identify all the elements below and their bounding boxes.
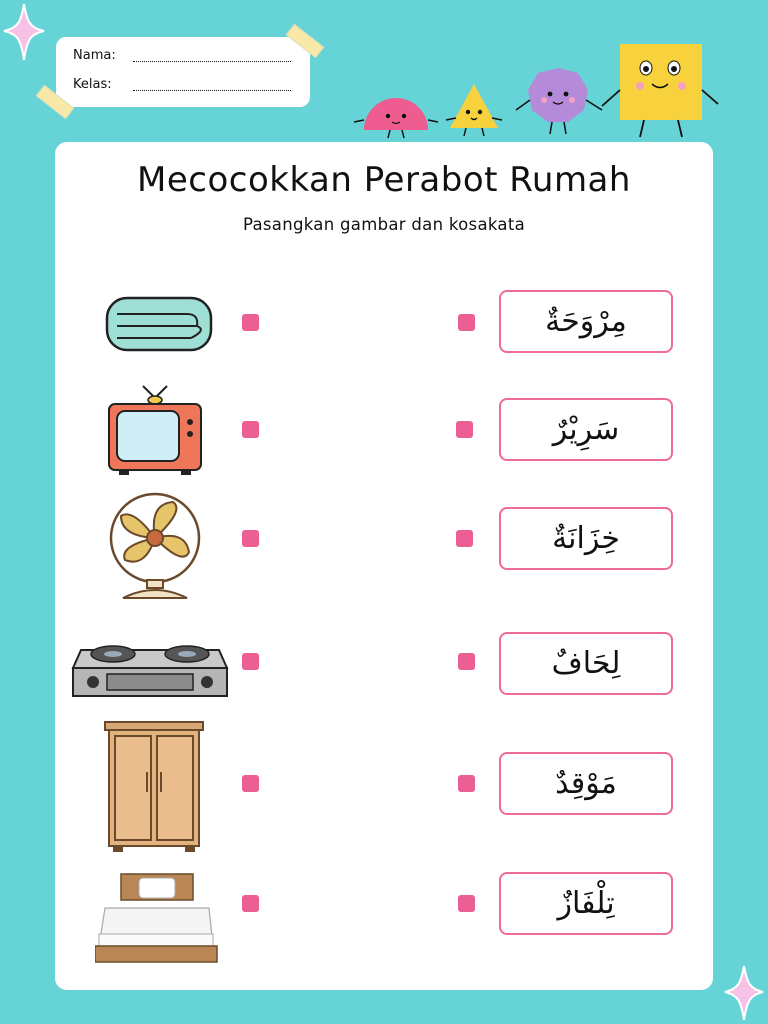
vocabulary-word-box: مَوْقِدٌ bbox=[499, 752, 673, 815]
match-dot-right[interactable] bbox=[456, 530, 473, 547]
fan-icon bbox=[107, 492, 203, 600]
match-dot-left[interactable] bbox=[242, 530, 259, 547]
vocabulary-word-box: لِحَافٌ bbox=[499, 632, 673, 695]
vocabulary-word-box: تِلْفَازٌ bbox=[499, 872, 673, 935]
shape-characters-illustration bbox=[352, 40, 724, 140]
match-dot-left[interactable] bbox=[242, 653, 259, 670]
match-dot-right[interactable] bbox=[458, 314, 475, 331]
match-dot-right[interactable] bbox=[458, 775, 475, 792]
bed-icon bbox=[95, 872, 219, 964]
match-dot-right[interactable] bbox=[456, 421, 473, 438]
class-label: Kelas: bbox=[73, 77, 112, 92]
gas-stove-icon bbox=[71, 634, 229, 702]
worksheet-subtitle: Pasangkan gambar dan kosakata bbox=[242, 215, 526, 234]
match-dot-left[interactable] bbox=[242, 895, 259, 912]
worksheet-card bbox=[55, 142, 713, 990]
television-icon bbox=[107, 382, 203, 476]
worksheet-title: Mecocokkan Perabot Rumah bbox=[137, 160, 631, 200]
match-dot-left[interactable] bbox=[242, 421, 259, 438]
name-field[interactable] bbox=[133, 61, 291, 62]
sparkle-icon bbox=[721, 962, 767, 1024]
vocabulary-word-box: سَرِيْرٌ bbox=[499, 398, 673, 461]
vocabulary-word-box: خِزَانَةٌ bbox=[499, 507, 673, 570]
match-dot-right[interactable] bbox=[458, 653, 475, 670]
vocabulary-word-box: مِرْوَحَةٌ bbox=[499, 290, 673, 353]
match-dot-left[interactable] bbox=[242, 775, 259, 792]
match-dot-right[interactable] bbox=[458, 895, 475, 912]
student-info-card bbox=[56, 37, 310, 107]
name-label: Nama: bbox=[73, 48, 116, 63]
blanket-icon bbox=[103, 292, 215, 356]
class-field[interactable] bbox=[133, 90, 291, 91]
wardrobe-icon bbox=[103, 720, 205, 854]
sparkle-icon bbox=[0, 0, 48, 66]
match-dot-left[interactable] bbox=[242, 314, 259, 331]
